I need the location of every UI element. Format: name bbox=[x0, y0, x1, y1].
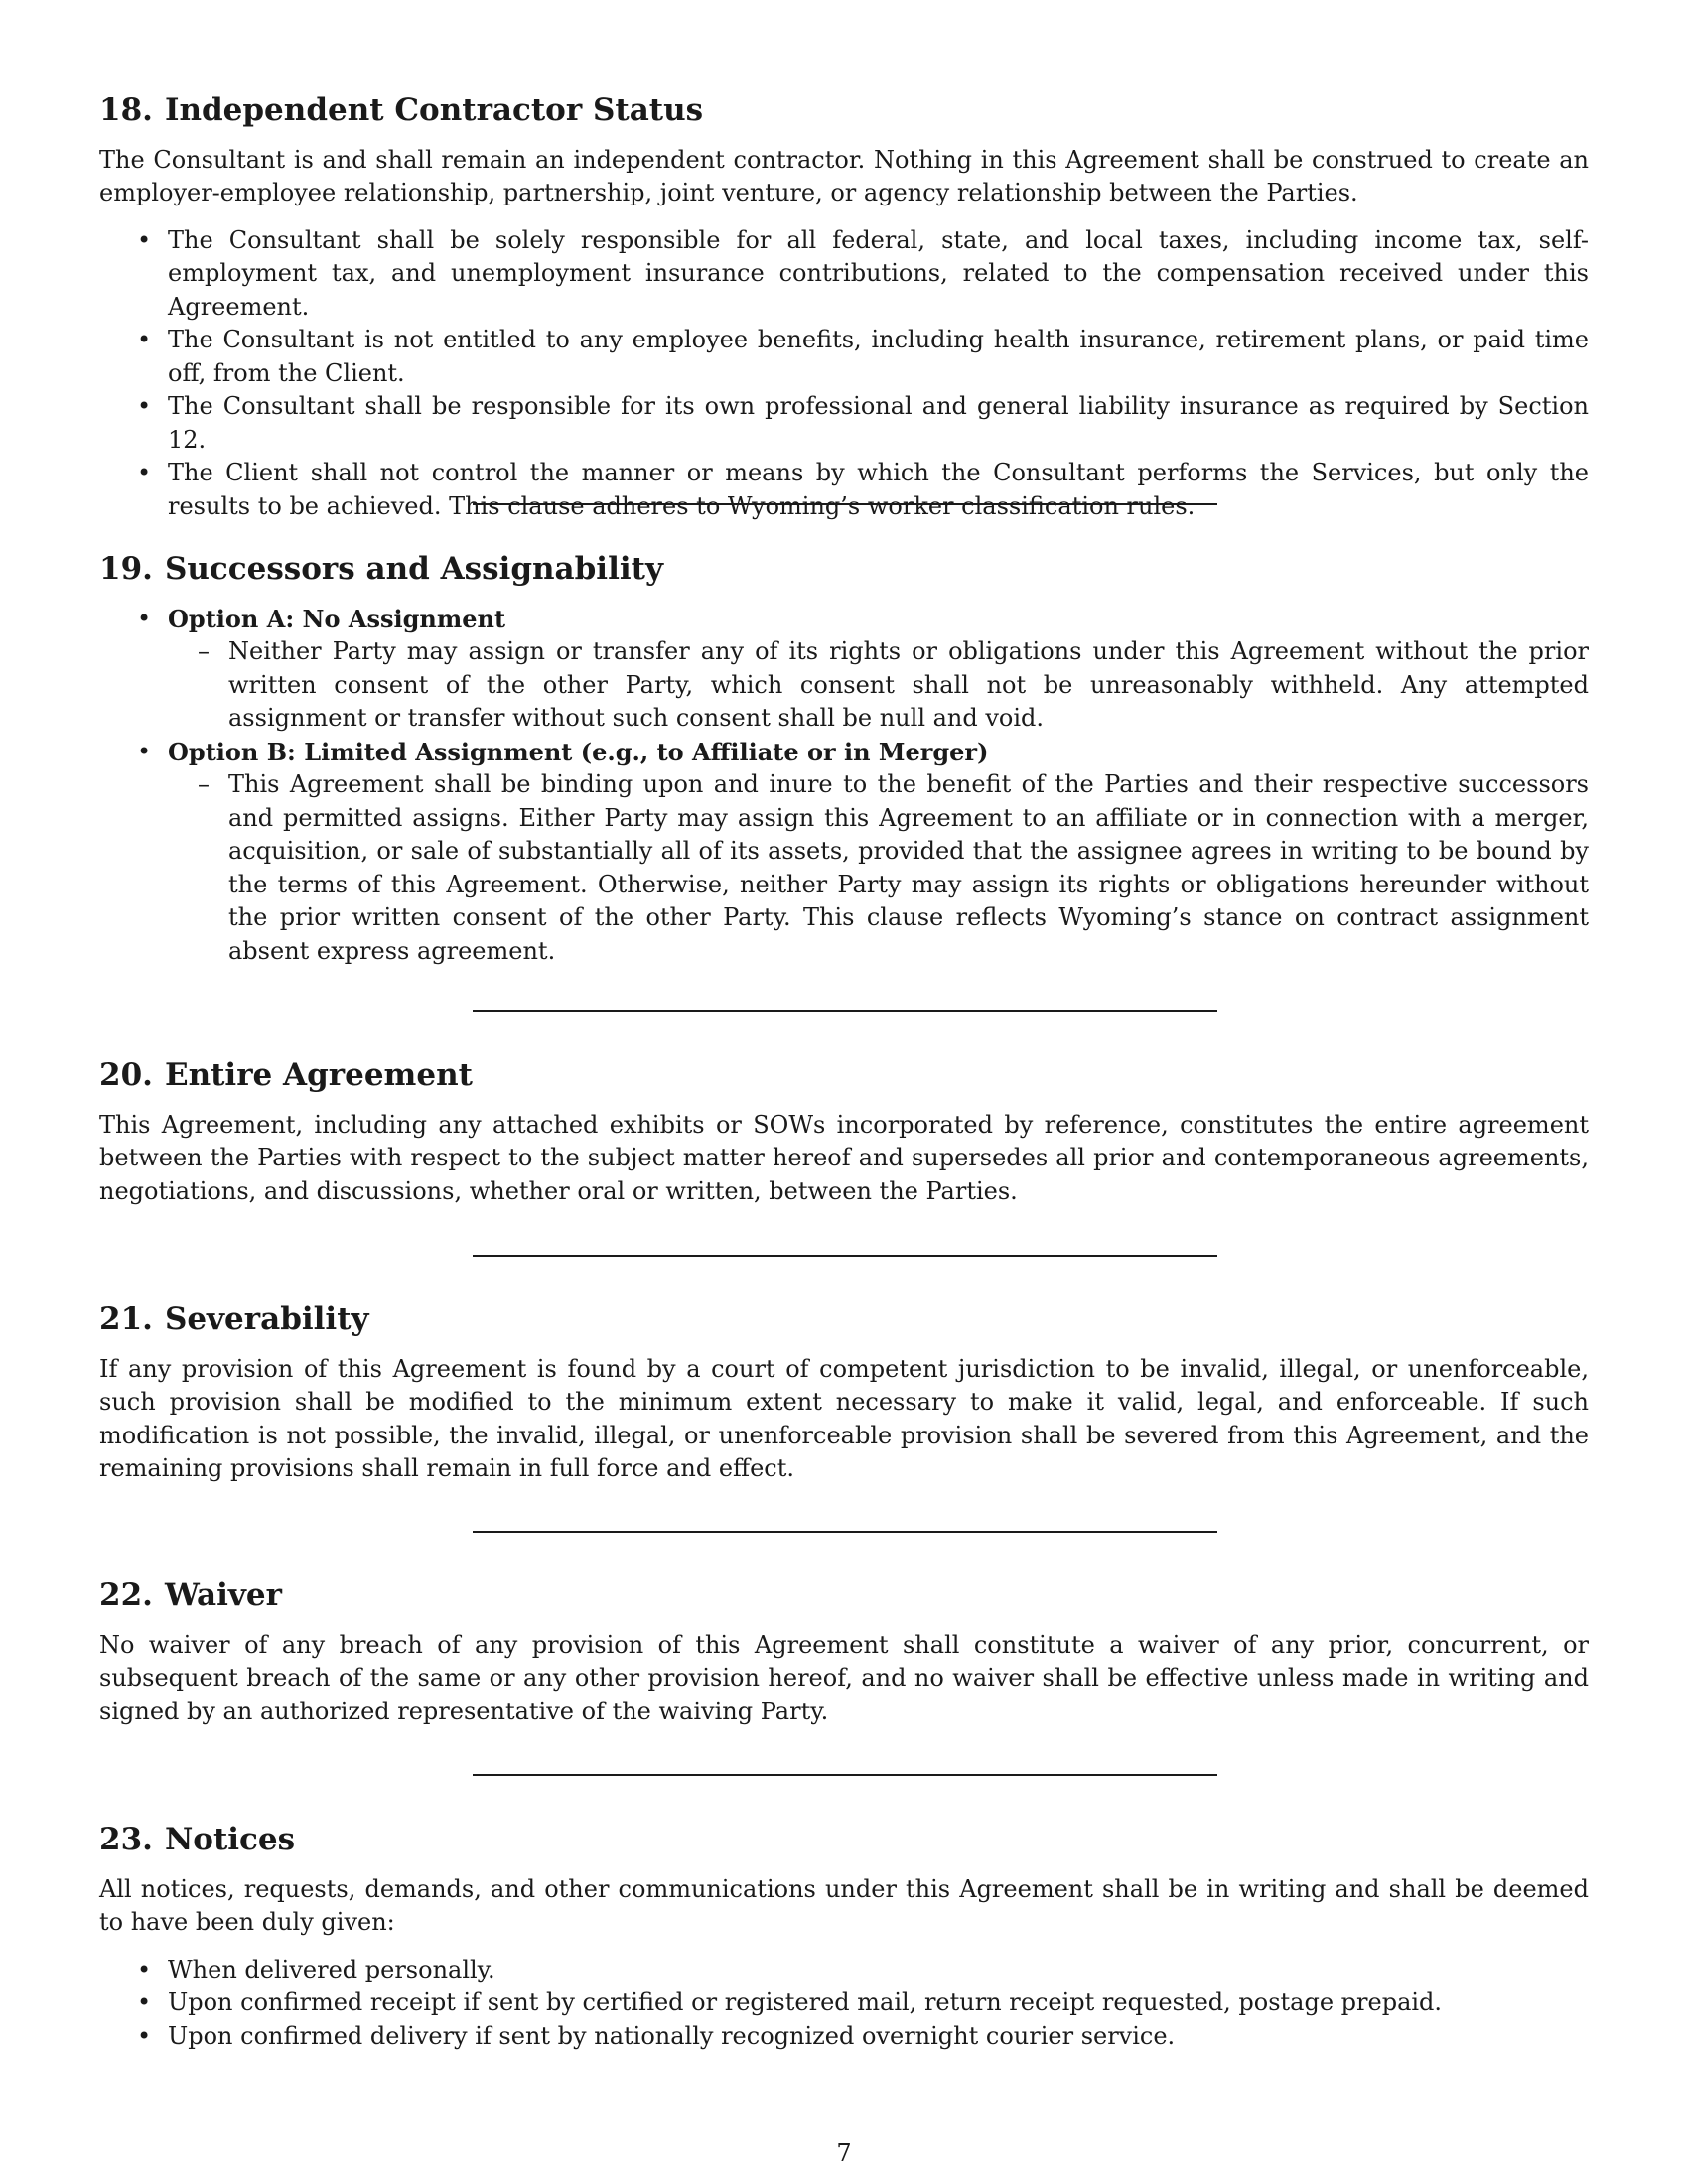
section-22 bbox=[99, 1576, 1589, 1728]
section-heading: 18. Independent Contractor Status bbox=[99, 92, 704, 128]
list-item bbox=[99, 736, 1589, 969]
divider bbox=[99, 1774, 1589, 1776]
list-item: • The Consultant shall be responsible for its own professional and general liability insurance as required by Section 12. bbox=[99, 390, 1589, 457]
option-label: • Option A: No Assignment bbox=[168, 604, 506, 633]
list-item: • Upon confirmed delivery if sent by nationally recognized overnight courier service. bbox=[99, 2020, 1589, 2054]
section-body: If any provision of this Agreement is found by a court of competent jurisdiction to be invalid, illegal, or unenforceable, such provision shall be modified to the minimum extent necessary to make it valid, legal, and enforceable. If such modification is not possible, the invalid, illegal, or unenforceable provision shall be severed from this Agreement, and the remaining provisions shall remain in full force and effect. bbox=[99, 1354, 1589, 1483]
list-item bbox=[99, 603, 1589, 736]
section-heading: 19. Successors and Assignability bbox=[99, 551, 663, 587]
bullet-list bbox=[99, 1954, 1589, 2054]
sub-list bbox=[168, 768, 1589, 968]
section-heading: 20. Entire Agreement bbox=[99, 1057, 473, 1093]
section-body: This Agreement, including any attached exhibits or SOWs incorporated by reference, constitutes the entire agreement between the Parties with respect to the subject matter hereof and supersedes all prior and contemporaneous agreements, negotiations, and discussions, whether oral or written, between the Parties. bbox=[99, 1110, 1589, 1205]
page-number: 7 bbox=[836, 2139, 852, 2167]
bullet-list bbox=[99, 224, 1589, 524]
sub-list bbox=[168, 635, 1589, 736]
section-heading: 21. Severability bbox=[99, 1301, 369, 1337]
section-heading: 22. Waiver bbox=[99, 1577, 282, 1613]
section-body: No waiver of any breach of any provision of this Agreement shall constitute a waiver of any prior, concurrent, or subsequent breach of the same or any other provision hereof, and no waiver shall be effective unless made in writing and signed by an authorized representative of the waiving Party. bbox=[99, 1630, 1589, 1725]
divider bbox=[99, 1531, 1589, 1533]
section-21 bbox=[99, 1300, 1589, 1486]
sub-list-item: – Neither Party may assign or transfer any of its rights or obligations under this Agreement without the prior written consent of the other Party, which consent shall not be unreasonably withheld. Any attempted assignment or transfer without such consent shall be null and void. bbox=[168, 635, 1589, 736]
section-18 bbox=[99, 91, 1589, 523]
list-item: • Upon confirmed receipt if sent by certified or registered mail, return receipt requested, postage prepaid. bbox=[99, 1986, 1589, 2020]
divider bbox=[99, 1010, 1589, 1012]
section-20 bbox=[99, 1056, 1589, 1208]
bullet-list bbox=[99, 603, 1589, 969]
sub-list-item: – This Agreement shall be binding upon and inure to the benefit of the Parties and their respective successors and permitted assigns. Either Party may assign this Agreement to an affiliate or in connection with a merger, acquisition, or sale of substantially all of its assets, provided that the assignee agrees in writing to be bound by the terms of this Agreement. Otherwise, neither Party may assign its rights or obligations hereunder without the prior written consent of the other Party. This clause reflects Wyoming’s stance on contract assignment absent express agreement. bbox=[168, 768, 1589, 968]
section-body: All notices, requests, demands, and other communications under this Agreement shall be in writing and shall be deemed to have been duly given: bbox=[99, 1874, 1589, 1937]
list-item: • The Client shall not control the manner or means by which the Consultant performs the Services, but only the results to be achieved. This clause adheres to Wyoming’s worker classification rules. bbox=[99, 457, 1589, 523]
divider bbox=[99, 1255, 1589, 1257]
section-body: The Consultant is and shall remain an independent contractor. Nothing in this Agreement shall be construed to create an employer-employee relationship, partnership, joint venture, or agency relationship between the Parties. bbox=[99, 145, 1589, 207]
option-label: • Option B: Limited Assignment (e.g., to Affiliate or in Merger) bbox=[168, 737, 989, 766]
section-heading: 23. Notices bbox=[99, 1822, 296, 1857]
section-19 bbox=[99, 550, 1589, 968]
list-item: • The Consultant shall be solely responsible for all federal, state, and local taxes, including income tax, self-employment tax, and unemployment insurance contributions, related to the compensation received under this Agreement. bbox=[99, 224, 1589, 325]
divider bbox=[99, 503, 1589, 505]
list-item: • The Consultant is not entitled to any employee benefits, including health insurance, retirement plans, or paid time off, from the Client. bbox=[99, 324, 1589, 390]
section-23 bbox=[99, 1821, 1589, 2053]
list-item: • When delivered personally. bbox=[99, 1954, 1589, 1987]
